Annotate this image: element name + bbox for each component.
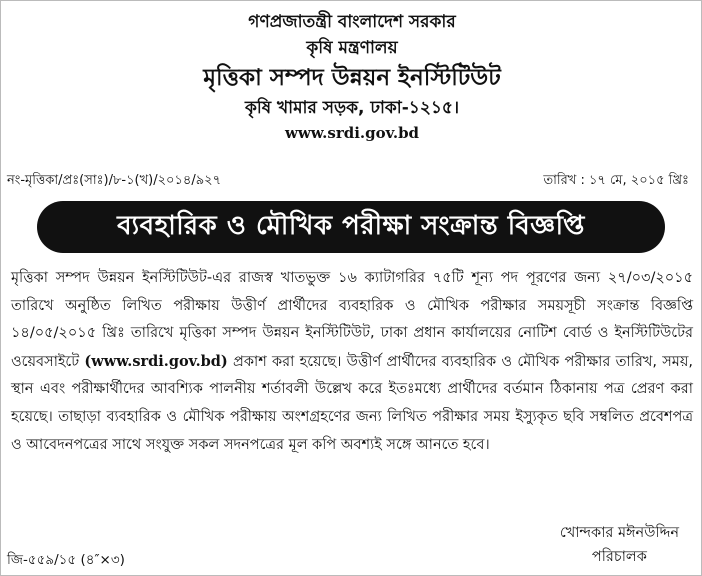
signatory-designation: পরিচালক <box>591 549 647 565</box>
government-name: গণপ্রজাতন্ত্রী বাংলাদেশ সরকার <box>248 12 456 32</box>
memo-date: তারিখ : ১৭ মে, ২০১৫ খ্রিঃ <box>543 173 689 188</box>
notice-website-link: (www.srdi.gov.bd) <box>84 352 228 370</box>
signatory-name: খোন্দকার মঈনউদ্দিন <box>559 525 679 541</box>
notice-text-part1: মৃত্তিকা সম্পদ উন্নয়ন ইনস্টিটিউট-এর রাজস্ব খাতভুক্ত ১৬ ক্যাটাগরির ৭৫টি শূন্য পদ পূরণের জন্য ২৭/০৩/২০১৫ তারিখে অনুষ্ঠিত লিখিত পরীক্ষায় উত্তীর্ণ প্রার্থীদের ব্যবহারিক ও মৌখিক পরীক্ষার সময়সূচী সংক্রান্ত বিজ্ঞপ্তি ১৪/০৫/২০১৫ খ্রিঃ তারিখে মৃত্তিকা সম্পদ উন্নয়ন ইনস্টিটিউট, ঢাকা প্রধান কার্যালয়ের নোটিশ বোর্ড ও ইনস্টিটিউটের ওয়েবসাইটে <box>11 270 693 370</box>
publication-reference: জি-৫৫৯/১৫ (৪″×৩) <box>7 552 125 568</box>
signature-block <box>560 521 679 569</box>
ministry-name: কৃষি মন্ত্রণালয় <box>306 38 398 58</box>
website-address: www.srdi.gov.bd <box>284 124 420 142</box>
institute-address: কৃষি খামার সড়ক, ঢাকা-১২১৫। <box>244 98 460 118</box>
notice-text-part2: প্রকাশ করা হয়েছে। উত্তীর্ণ প্রার্থীদের ব্যবহারিক ও মৌখিক পরীক্ষার তারিখ, সময়, স্থান এবং পরীক্ষার্থীদের আবশ্যিক পালনীয় শর্তাবলী উল্লেখ করে ইতঃমধ্যে প্রার্থীদের বর্তমান ঠিকানায় পত্র প্রেরণ করা হয়েছে। তাছাড়া ব্যবহারিক ও মৌখিক পরীক্ষায় অংশগ্রহণের জন্য লিখিত পরীক্ষার সময় ইস্যুকৃত ছবি সম্বলিত প্রবেশপত্র ও আবেদনপত্রের সাথে সংযুক্ত সকল সদনপত্রের মূল কপি অবশ্যই সঙ্গে আনতে হবে। <box>11 353 693 453</box>
letterhead <box>1 9 702 144</box>
notice-title-banner <box>37 201 665 253</box>
notice-title: ব্যবহারিক ও মৌখিক পরীক্ষা সংক্রান্ত বিজ্ঞপ্তি <box>117 211 585 241</box>
notice-body <box>11 265 693 459</box>
institute-name: মৃত্তিকা সম্পদ উন্নয়ন ইনস্টিটিউট <box>203 65 501 91</box>
memo-number: নং-মৃত্তিকা/প্রঃ(সাঃ)/৮-১(খ)/২০১৪/৯২৭ <box>7 173 222 188</box>
